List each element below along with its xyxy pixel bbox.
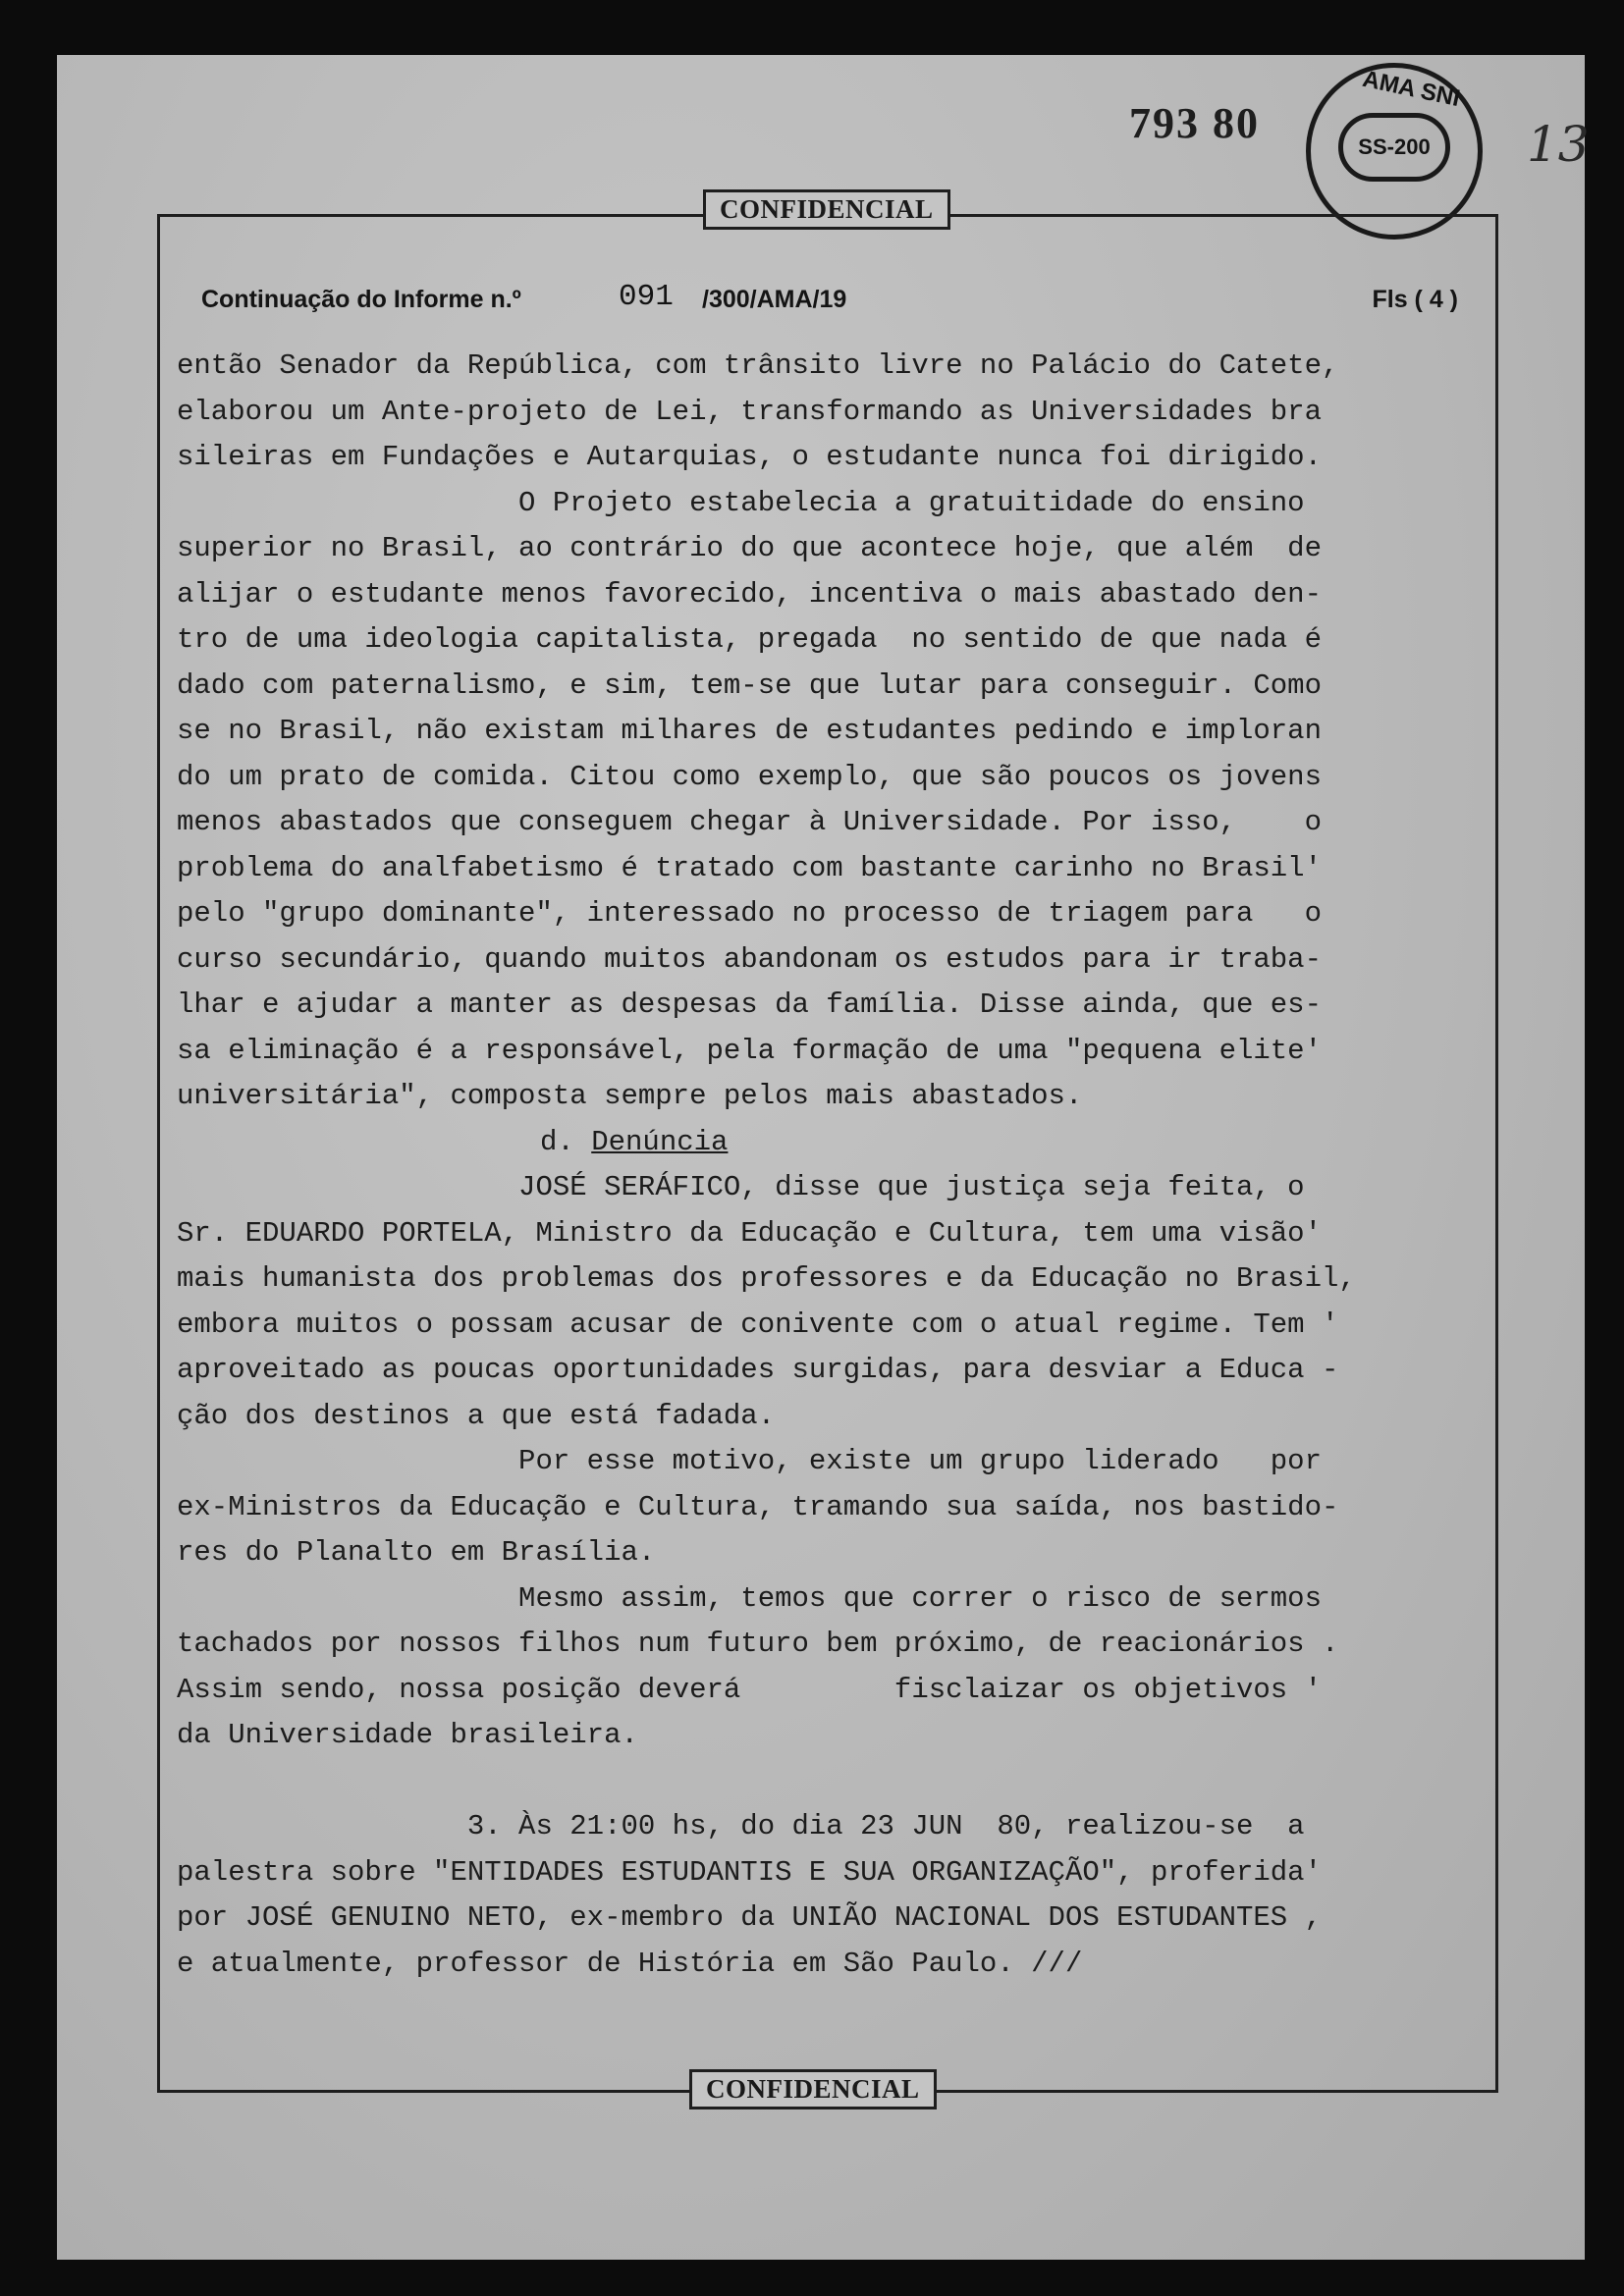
body-line: res do Planalto em Brasília. xyxy=(177,1536,656,1569)
body-line: menos abastados que conseguem chegar à Universidade. Por isso, o xyxy=(177,806,1322,838)
body-line: dado com paternalismo, e sim, tem-se que lutar para conseguir. Como xyxy=(177,668,1322,702)
body-line: alijar o estudante menos favorecido, incentiva o mais abastado den- xyxy=(177,577,1322,611)
continuation-label: Continuação do Informe n.º xyxy=(201,286,521,313)
body-line: Mesmo assim, temos que correr o risco de sermos xyxy=(177,1581,1322,1615)
body-line: lhar e ajudar a manter as despesas da família. Disse ainda, que es- xyxy=(177,988,1322,1021)
body-line: Por esse motivo, existe um grupo liderado por xyxy=(177,1445,1322,1477)
classification-top: CONFIDENCIAL xyxy=(703,189,950,230)
section-heading-denuncia: d. Denúncia xyxy=(540,1125,729,1158)
body-line: universitária", composta sempre pelos mais abastados. xyxy=(177,1080,1083,1112)
handwritten-mark: 13 xyxy=(1527,116,1590,173)
seal-arc-text: AMA SNI xyxy=(1360,65,1463,113)
body-line: aproveitado as poucas oportunidades surgidas, para desviar a Educa - xyxy=(177,1354,1339,1386)
body-line: sa eliminação é a responsável, pela formação de uma "pequena elite' xyxy=(177,1034,1322,1067)
body-line: palestra sobre "ENTIDADES ESTUDANTIS E SUA ORGANIZAÇÃO", proferida' xyxy=(177,1855,1322,1889)
body-line: tachados por nossos filhos num futuro bem próximo, de reacionários . xyxy=(177,1628,1339,1660)
body-line: sileiras em Fundações e Autarquias, o estudante nunca foi dirigido. xyxy=(177,441,1322,473)
body-line xyxy=(177,1759,1492,1805)
report-reference: /300/AMA/19 xyxy=(702,286,847,313)
body-line: então Senador da República, com trânsito livre no Palácio do Catete, xyxy=(177,349,1339,382)
agency-seal xyxy=(1306,63,1483,240)
body-line: mais humanista dos problemas dos professores e da Educação no Brasil, xyxy=(177,1262,1356,1295)
body-line: por JOSÉ GENUINO NETO, ex-membro da UNIÃO NACIONAL DOS ESTUDANTES , xyxy=(177,1901,1322,1934)
body-line: da Universidade brasileira. xyxy=(177,1719,638,1751)
seal-inner-oval xyxy=(1338,113,1450,182)
body-line: embora muitos o possam acusar de conivente com o atual regime. Tem ' xyxy=(177,1308,1339,1341)
body-line: ção dos destinos a que está fadada. xyxy=(177,1399,776,1432)
body-line: do um prato de comida. Citou como exemplo, que são poucos os jovens xyxy=(177,760,1322,793)
body-line: ex-Ministros da Educação e Cultura, tramando sua saída, nos bastido- xyxy=(177,1490,1339,1523)
document-number-stamp: 793 80 xyxy=(1129,99,1260,147)
body-line: Assim sendo, nossa posição deverá fisclaizar os objetivos ' xyxy=(177,1673,1322,1706)
body-line: Sr. EDUARDO PORTELA, Ministro da Educação e Cultura, tem uma visão' xyxy=(177,1216,1322,1250)
body-line: curso secundário, quando muitos abandonam os estudos para ir traba- xyxy=(177,942,1322,976)
body-line: 3. Às 21:00 hs, do dia 23 JUN 80, realizou-se a xyxy=(177,1810,1305,1842)
classification-bottom: CONFIDENCIAL xyxy=(689,2069,937,2109)
body-line: O Projeto estabelecia a gratuitidade do ensino xyxy=(177,486,1305,519)
report-header xyxy=(201,280,1458,319)
body-line: JOSÉ SERÁFICO, disse que justiça seja feita, o xyxy=(177,1171,1305,1203)
body-line: problema do analfabetismo é tratado com bastante carinho no Brasil' xyxy=(177,851,1322,884)
body-line: pelo "grupo dominante", interessado no processo de triagem para o xyxy=(177,897,1322,930)
body-line: e atualmente, professor de História em São Paulo. /// xyxy=(177,1947,1083,1980)
body-line: elaborou um Ante-projeto de Lei, transformando as Universidades bra xyxy=(177,395,1322,428)
report-number: 091 xyxy=(619,280,674,314)
body-line: tro de uma ideologia capitalista, pregada no sentido de que nada é xyxy=(177,623,1322,656)
body-line: superior no Brasil, ao contrário do que acontece hoje, que além de xyxy=(177,532,1322,564)
seal-code: SS-200 xyxy=(1358,134,1431,159)
report-body xyxy=(177,344,1492,1987)
body-line: se no Brasil, não existam milhares de estudantes pedindo e imploran xyxy=(177,715,1322,747)
page-number: Fls ( 4 ) xyxy=(1372,286,1458,313)
